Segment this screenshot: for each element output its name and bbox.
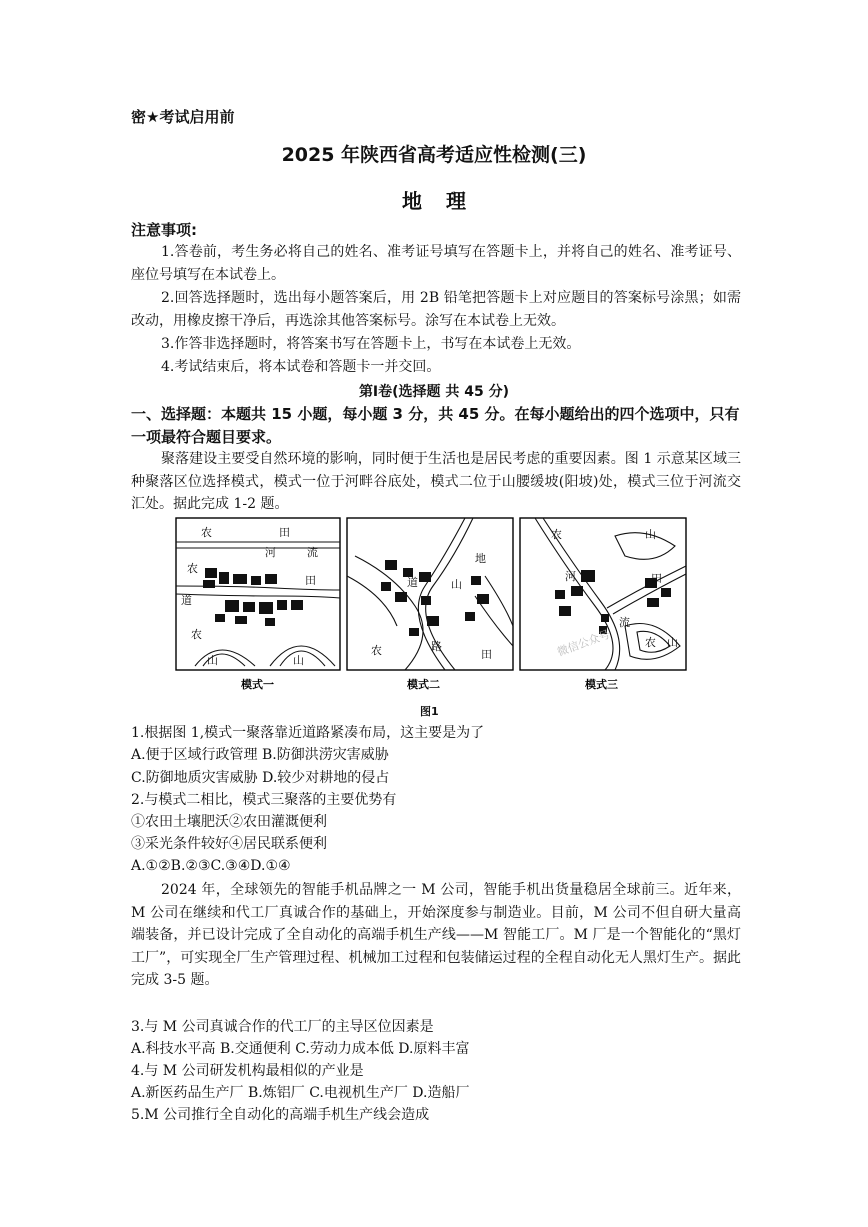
mark-2-4: 农 (371, 644, 382, 657)
exam-title: 2025 年陕西省高考适应性检测(三) (281, 144, 587, 166)
mark-3-7: 田 (651, 572, 662, 585)
mark-2-1: 地 (475, 552, 486, 565)
question-1-options-ab: A.便于区域行政管理 B.防御洪涝灾害威胁 (131, 747, 389, 763)
mark-1-1: 农 (201, 526, 212, 539)
notice-item-3: 3.作答非选择题时，将答案书写在答题卡上，书写在本试卷上无效。 (161, 336, 581, 352)
panel-label-3: 模式三 (585, 678, 618, 691)
passage-1: 聚落建设主要受自然环境的影响，同时便于生活也是居民考虑的重要因素。图 1 示意某区域三种聚落区位选择模式，模式一位于河畔谷底处，模式二位于山腰缓坡(阳坡)处，模式三位于河流交汇处。据此完成 1-2 题。 (131, 451, 741, 512)
question-1: 1.根据图 1,模式一聚落靠近道路紧凑布局，这主要是为了 (131, 725, 485, 741)
mark-1-10: 山 (293, 654, 304, 667)
question-2-items-12: ①农田土壤肥沃②农田灌溉便利 (131, 814, 327, 830)
secret-mark: 密★考试启用前 (131, 108, 235, 126)
mark-3-1: 农 (551, 528, 562, 541)
panel-mode-3 (520, 518, 686, 691)
question-3: 3.与 M 公司真诚合作的代工厂的主导区位因素是 (131, 1019, 434, 1035)
figure-caption: 图1 (420, 705, 439, 718)
question-3-options: A.科技水平高 B.交通便利 C.劳动力成本低 D.原料丰富 (131, 1041, 470, 1057)
question-2: 2.与模式二相比，模式三聚落的主要优势有 (131, 792, 397, 808)
question-1-options-cd: C.防御地质灾害威胁 D.较少对耕地的侵占 (131, 770, 390, 786)
mark-2-2: 道 (407, 576, 418, 589)
mark-3-6: 山 (667, 636, 678, 649)
panel-label-1: 模式一 (241, 678, 274, 691)
mark-1-5: 农 (187, 562, 198, 575)
mark-3-4: 流 (619, 616, 630, 629)
mark-1-6: 田 (305, 574, 316, 587)
question-2-items-34: ③采光条件较好④居民联系便利 (131, 836, 327, 852)
mark-3-3: 河 (565, 570, 576, 583)
section-heading: 一、选择题：本题共 15 小题，每小题 3 分，共 45 分。在每小题给出的四个选项中，只有一项最符合题目要求。 (131, 405, 740, 446)
figure-1 (175, 516, 689, 691)
question-5: 5.M 公司推行全自动化的高端手机生产线会造成 (131, 1107, 430, 1123)
question-2-options: A.①②B.②③C.③④D.①④ (131, 858, 291, 874)
mark-1-4: 流 (307, 546, 318, 559)
mark-2-5: 路 (431, 640, 442, 653)
mark-1-2: 田 (279, 526, 290, 539)
notice-item-2: 2.回答选择题时，选出每小题答案后，用 2B 铅笔把答题卡上对应题目的答案标号涂黑；如需改动，用橡皮擦干净后，再选涂其他答案标号。涂写在本试卷上无效。 (131, 290, 741, 329)
mark-2-3: 山 (451, 578, 462, 591)
question-4-options: A.新医药品生产厂 B.炼铝厂 C.电视机生产厂 D.造船厂 (131, 1085, 470, 1101)
panel-label-2: 模式二 (407, 678, 440, 691)
panel-mode-1 (176, 518, 340, 691)
mark-3-2: 山 (645, 528, 656, 541)
panel-mode-2 (347, 518, 513, 691)
notice-heading: 注意事项: (131, 221, 197, 239)
notice-item-1: 1.答卷前，考生务必将自己的姓名、准考证号填写在答题卡上，并将自己的姓名、准考证号、座位号填写在本试卷上。 (131, 244, 741, 283)
notice-item-4: 4.考试结束后，将本试卷和答题卡一并交回。 (161, 359, 441, 375)
mark-2-6: 田 (481, 648, 492, 661)
watermark: 微信公众号 (555, 627, 612, 659)
mark-3-5: 农 (645, 636, 656, 649)
subject-title: 地理 (402, 189, 490, 213)
part-heading: 第Ⅰ卷(选择题 共 45 分) (358, 384, 510, 400)
mark-1-3: 河 (265, 546, 276, 559)
mark-1-8: 农 (191, 628, 202, 641)
mark-1-7: 道 (181, 594, 192, 607)
question-4: 4.与 M 公司研发机构最相似的产业是 (131, 1063, 364, 1079)
passage-2: 2024 年，全球领先的智能手机品牌之一 M 公司，智能手机出货量稳居全球前三。近年来，M 公司在继续和代工厂真诚合作的基础上，开始深度参与制造业。目前，M 公司不但自研大量高端装备，并已设计完成了全自动化的高端手机生产线——M 智能工厂。M 厂是一个智能化的“黑灯工厂”，可实现全厂生产管理过程、机械加工过程和包装储运过程的全程自动化无人黑灯生产。据此完成 3-5 题。 (131, 882, 741, 988)
mark-1-9: 山 (207, 654, 218, 667)
